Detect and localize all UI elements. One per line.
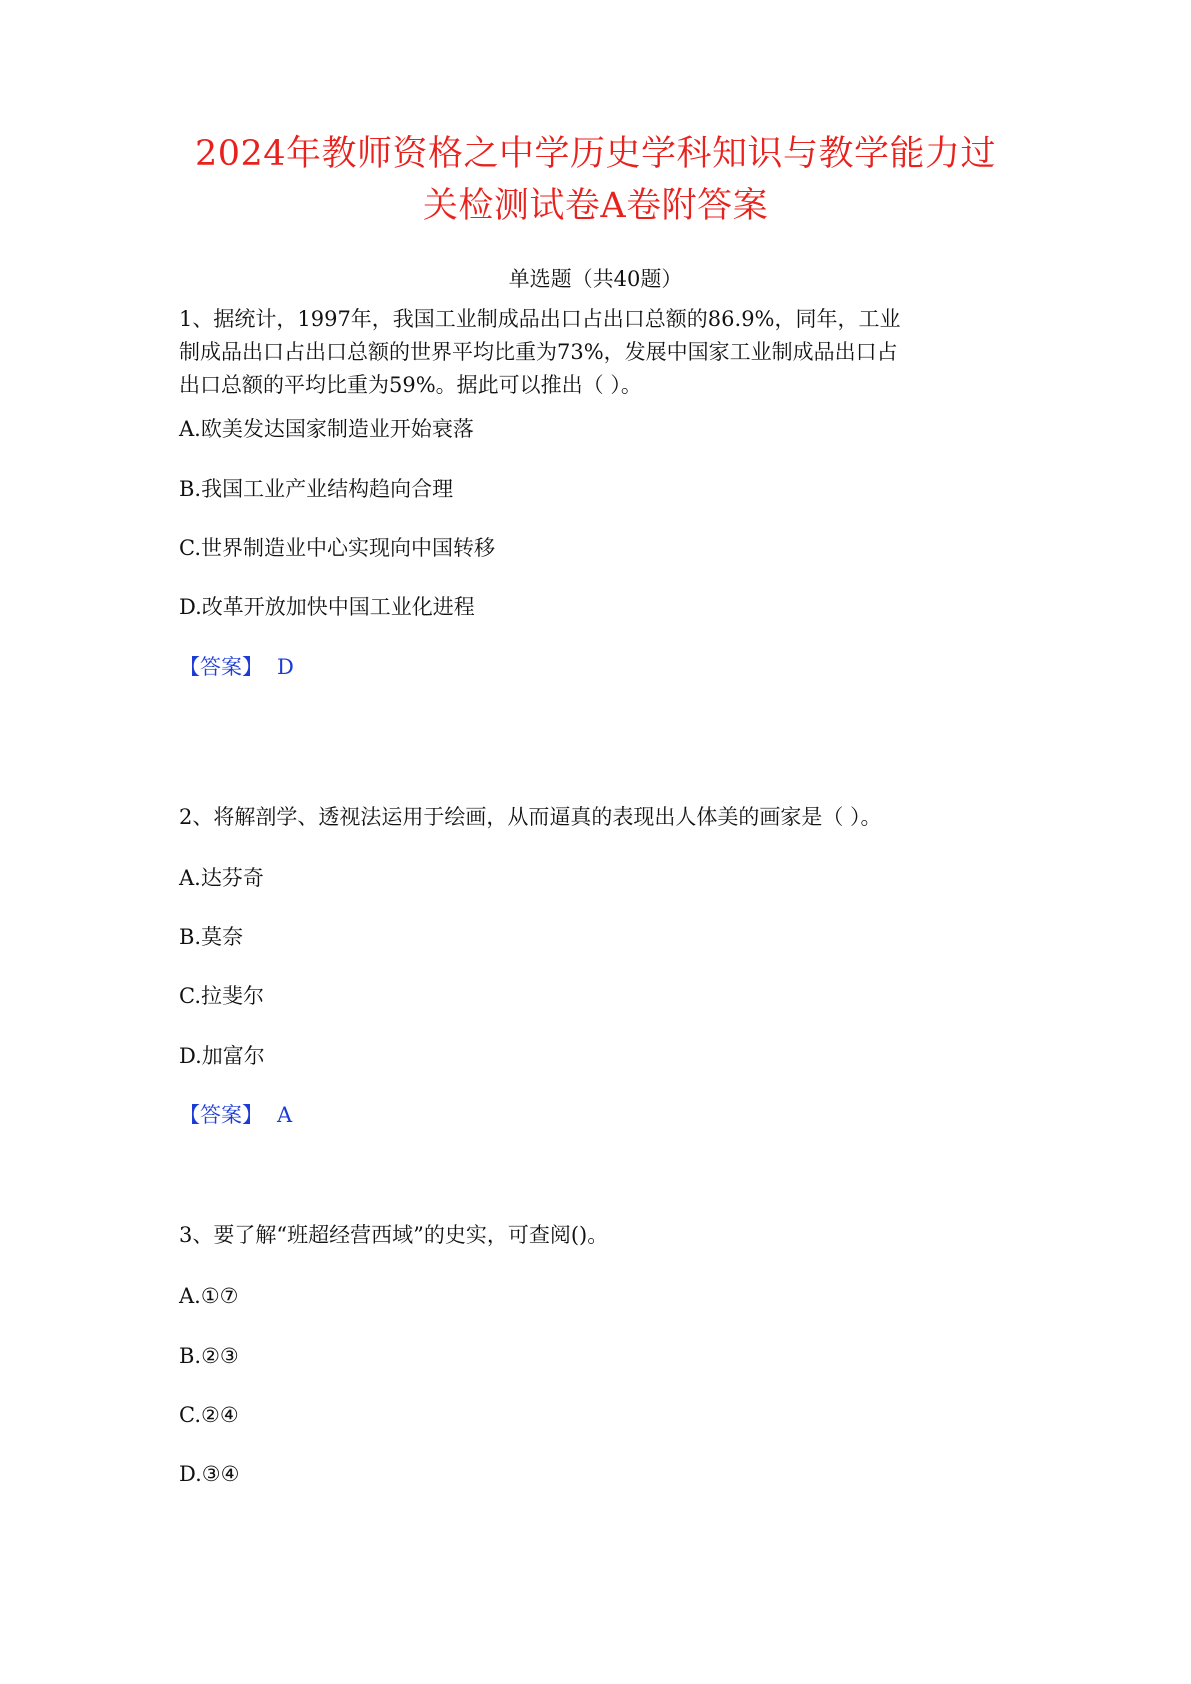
- answer-label: 【答案】: [179, 655, 263, 679]
- question-3-option-b: B.②③: [179, 1344, 239, 1368]
- title-line-2: 关检测试卷A卷附答案: [422, 186, 769, 226]
- title-line-1: 2024年教师资格之中学历史学科知识与教学能力过: [194, 134, 997, 174]
- question-2-answer: [179, 1100, 292, 1130]
- question-3-option-d: D.③④: [179, 1462, 240, 1486]
- question-1-option-d: D.改革开放加快中国工业化进程: [179, 595, 475, 619]
- answer-value: A: [277, 1103, 293, 1127]
- question-2-option-d: D.加富尔: [179, 1044, 265, 1068]
- answer-label: 【答案】: [179, 1103, 263, 1127]
- question-3-option-c: C.②④: [179, 1403, 239, 1427]
- question-2-stem: [179, 801, 1019, 834]
- section-heading: 单选题（共40题）: [508, 267, 683, 291]
- question-2-stem-line-1: 2、将解剖学、透视法运用于绘画，从而逼真的表现出人体美的画家是（ ）。: [179, 805, 882, 829]
- question-1-stem-line-2: 制成品出口占出口总额的世界平均比重为73%，发展中国家工业制成品出口占: [179, 340, 898, 364]
- question-1-stem: [179, 303, 1019, 402]
- answer-value: D: [277, 655, 294, 679]
- question-3-stem: [179, 1219, 1019, 1252]
- question-2-option-b: B.莫奈: [179, 925, 244, 949]
- question-1-option-c: C.世界制造业中心实现向中国转移: [179, 536, 495, 560]
- question-2-option-c: C.拉斐尔: [179, 984, 264, 1008]
- question-1-answer: [179, 652, 294, 682]
- question-3-stem-line-1: 3、要了解“班超经营西域”的史实，可查阅()。: [179, 1223, 609, 1247]
- question-1-stem-line-1: 1、据统计，1997年，我国工业制成品出口占出口总额的86.9%，同年，工业: [179, 307, 901, 331]
- question-3-option-a: A.①⑦: [179, 1284, 239, 1308]
- question-1-stem-line-3: 出口总额的平均比重为59%。据此可以推出（ ）。: [179, 373, 642, 397]
- question-2-option-a: A.达芬奇: [179, 866, 264, 890]
- question-1-option-b: B.我国工业产业结构趋向合理: [179, 477, 454, 501]
- document-title: [0, 128, 1191, 232]
- question-1-option-a: A.欧美发达国家制造业开始衰落: [179, 417, 474, 441]
